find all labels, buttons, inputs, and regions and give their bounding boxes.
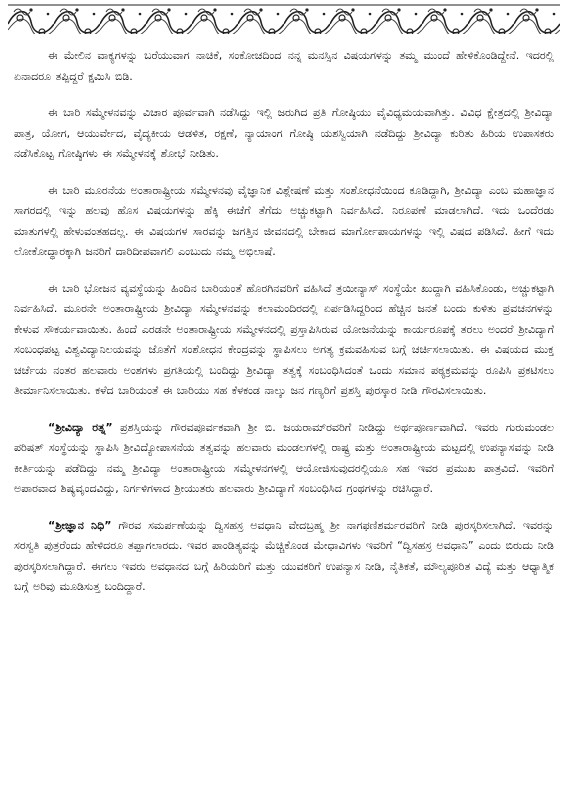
paragraph-research: ಈ ಬಾರಿ ಮೂರನೆಯ ಅಂತಾರಾಷ್ಟ್ರೀಯ ಸಮ್ಮೇಳನವು ವೈಜ್ಞಾನಿಕ ವಿಶ್ಲೇಷಣೆ ಮತ್ತು ಸಂಶೋಧನೆಯಿಂದ ಕೂಡಿದ್ದಾಗಿ, ಶ್ರೀವಿದ್ಯಾ ಎಂಬ ಮಹಾಜ್ಞಾನ ಸಾಗರದಲ್ಲಿ ಇನ್ನು ಹಲವು ಹೊಸ ವಿಷಯಗಳನ್ನು ಹೆಕ್ಕಿ ಈಚೆಗೆ ತೆಗೆದು ಅಚ್ಚುಕಟ್ಟಾಗಿ ನಿರ್ವಹಿಸಿದೆ. ನಿರೂಪಣೆ ಮಾಡಲಾಗಿದೆ. ಇದು ಒಂದೆರಡು ಮಾತುಗಳಲ್ಲಿ ಹೇಳುವಂತಹದಲ್ಲ. ಈ ವಿಷಯಗಳ ಸಾರವನ್ನು ಜಗತ್ತಿನ ಜೀವನದಲ್ಲಿ ಬೇಕಾದ ಮಾರ್ಗೋಪಾಯಗಳನ್ನು ಇಲ್ಲಿ ವಿಷದ ಪಡಿಸಿದೆ. ಹೀಗೆ ಇದು ಲೋಕೋದ್ಧಾರಕ್ಕಾಗಿ ಜನರಿಗೆ ದಾರಿದೀಪವಾಗಲಿ ಎಂಬುದು ನಮ್ಮ ಅಭಿಲಾಷೆ. bbox=[14, 183, 554, 258]
award-title-shrijnana-nidhi: “ಶ್ರೀಜ್ಞಾನ ನಿಧಿ” bbox=[48, 518, 112, 532]
document-body bbox=[14, 46, 554, 614]
paragraph-apology: ಈ ಮೇಲಿನ ವಾಕ್ಯಗಳನ್ನು ಬರೆಯುವಾಗ ನಾಚಿಕೆ, ಸಂಕೋಚದಿಂದ ನನ್ನ ಮನಸ್ಸಿನ ವಿಷಯಗಳನ್ನು ತಮ್ಮ ಮುಂದೆ ಹೇಳಿಕೊಂಡಿದ್ದೇನೆ. ಇದರಲ್ಲಿ ಏನಾದರೂ ತಪ್ಪಿದ್ದರೆ ಕ್ಷಮಿಸಿ ಬಿಡಿ. bbox=[14, 49, 554, 83]
paragraph-sessions: ಈ ಬಾರಿ ಸಮ್ಮೇಳನವನ್ನು ವಿಚಾರ ಪೂರ್ವವಾಗಿ ನಡೆಸಿದ್ದು ಇಲ್ಲಿ ಜರುಗಿದ ಪ್ರತಿ ಗೋಷ್ಠಿಯು ವೈವಿಧ್ಯಮಯವಾಗಿತ್ತು. ವಿವಿಧ ಕ್ಷೇತ್ರದಲ್ಲಿ ಶ್ರೀವಿದ್ಯಾ ಪಾತ್ರ, ಯೋಗ, ಆಯುರ್ವೇದ, ವೈದ್ಯಕೀಯ ಆಡಳಿತ, ರಕ್ಷಣೆ, ನ್ಯಾಯಾಂಗ ಗೋಷ್ಠಿ ಯಶಸ್ವಿಯಾಗಿ ನಡೆದಿದ್ದು ಶ್ರೀವಿದ್ಯಾ ಕುರಿತು ಹಿರಿಯ ಉಪಾಸಕರು ನಡೆಸಿಕೊಟ್ಟ ಗೋಷ್ಠಿಗಳು ಈ ಸಮ್ಮೇಳನಕ್ಕೆ ಶೋಭೆ ನೀಡಿತು. bbox=[14, 106, 554, 160]
paragraph-award-shrijnana-nidhi bbox=[14, 516, 554, 598]
award-title-srividya-ratna: “ಶ್ರೀವಿದ್ಯಾ ರತ್ನ” bbox=[48, 420, 113, 434]
award-text-shrijnana-nidhi: ಗೌರವ ಸಮರ್ಪಣೆಯನ್ನು ದ್ವಿಸಹಸ್ರ ಅವಧಾನಿ ವೇದಬ್ರಹ್ಮ ಶ್ರೀ ನಾಗಫಣಿಶರ್ಮರವರಿಗೆ ನೀಡಿ ಪುರಸ್ಕರಿಸಲಾಗಿದೆ. ಇವರನ್ನು ಸರಸ್ವತಿ ಪುತ್ರರೆಂದು ಹೇಳಿದರೂ ತಪ್ಪಾಗಲಾರದು. ಇವರ ಪಾಂಡಿತ್ಯವನ್ನು ಮೆಚ್ಚಿಕೊಂಡ ಮೇಧಾವಿಗಳು ಇವರಿಗೆ “ದ್ವಿಸಹಸ್ರ ಅವಧಾನಿ” ಎಂದು ಬಿರುದು ನೀಡಿ ಪುರಸ್ಕರಿಸಲಾಗಿದ್ದಾರೆ. ಈಗಲು ಇವರು ಅವಧಾನದ ಬಗ್ಗೆ ಹಿರಿಯರಿಗೆ ಮತ್ತು ಯುವಕರಿಗೆ ಉಪನ್ಯಾಸ ನೀಡಿ, ನೈತಿಕತೆ, ಮೌಲ್ಯಪೂರಿತ ವಿದ್ಯೆ ಮತ್ತು ಆಧ್ಯಾತ್ಮಿಕ ಬಗ್ಗೆ ಅರಿವು ಮೂಡಿಸುತ್ತ ಬಂದಿದ್ದಾರೆ. bbox=[14, 518, 554, 593]
ornamental-border bbox=[8, 4, 560, 44]
award-text-srividya-ratna: ಪ್ರಶಸ್ತಿಯನ್ನು ಗೌರವಪೂರ್ವಕವಾಗಿ ಶ್ರೀ ಬಿ. ಜಯರಾಮ್‌ರವರಿಗೆ ನೀಡಿದ್ದು ಅರ್ಥಪೂರ್ಣವಾಗಿದೆ. ಇವರು ಗುರುಮಂಡಲ ಪರಿಷತ್ ಸಂಸ್ಥೆಯನ್ನು ಸ್ಥಾಪಿಸಿ ಶ್ರೀವಿದ್ಯೋಪಾಸನೆಯ ತತ್ವವನ್ನು ಹಲವಾರು ಮಂಡಲಗಳಲ್ಲಿ ರಾಷ್ಟ್ರ ಮತ್ತು ಅಂತಾರಾಷ್ಟ್ರೀಯ ಮಟ್ಟದಲ್ಲಿ ಉಪನ್ಯಾಸವನ್ನು ನೀಡಿ ಕೀರ್ತಿಯನ್ನು ಪಡೆದಿದ್ದು ನಮ್ಮ ಶ್ರೀವಿದ್ಯಾ ಅಂತಾರಾಷ್ಟ್ರೀಯ ಸಮ್ಮೇಳನಗಳಲ್ಲಿ ಆಯೋಜಿಸುವುದರಲ್ಲಿಯೂ ಸಹ ಇವರ ಪ್ರಮುಖ ಪಾತ್ರವಿದೆ. ಇವರಿಗೆ ಅಪಾರವಾದ ಶಿಷ್ಯವೃಂದವಿದ್ದು, ನಿರ್ಗಳಿಗಳಾದ ಶ್ರೀಯುತರು ಹಲವಾರು ಶ್ರೀವಿದ್ಯಾಗೆ ಸಂಬಂಧಿಸಿದ ಗ್ರಂಥಗಳನ್ನು ರಚಿಸಿದ್ದಾರೆ. bbox=[14, 420, 554, 495]
paragraph-award-srividya-ratna bbox=[14, 418, 554, 500]
paragraph-arrangements: ಈ ಬಾರಿ ಭೋಜನ ವ್ಯವಸ್ಥೆಯನ್ನು ಹಿಂದಿನ ಬಾರಿಯಂತೆ ಹೊರಗಿನವರಿಗೆ ವಹಿಸಿದೆ ತ್ರಯೀನ್ಯಾಸ್ ಸಂಸ್ಥೆಯೇ ಖುದ್ದಾಗಿ ವಹಿಸಿಕೊಂಡು, ಅಚ್ಚುಕಟ್ಟಾಗಿ ನಿರ್ವಹಿಸಿದೆ. ಮೂರನೇ ಅಂತಾರಾಷ್ಟ್ರೀಯ ಶ್ರೀವಿದ್ಯಾ ಸಮ್ಮೇಳನವನ್ನು ಕಲಾಮಂದಿರದಲ್ಲಿ ಏರ್ಪಡಿಸಿದ್ದರಿಂದ ಹೆಚ್ಚಿನ ಜನತೆ ಬಂದು ಕುಳಿತು ಪ್ರವಚನಗಳನ್ನು ಕೇಳುವ ಸೌಕರ್ಯವಾಯಿತು. ಹಿಂದೆ ಎರಡನೇ ಅಂತಾರಾಷ್ಟ್ರೀಯ ಸಮ್ಮೇಳನದಲ್ಲಿ ಪ್ರಸ್ತಾಪಿಸಿರುವ ಯೋಜನೆಯನ್ನು ಕಾರ್ಯರೂಪಕ್ಕೆ ತರಲು ಅಂದರೆ ಶ್ರೀವಿದ್ಯಾಗೆ ಸಂಬಂಧಪಟ್ಟ ವಿಶ್ವವಿದ್ಯಾನಿಲಯವನ್ನು ಜೊತೆಗೆ ಸಂಶೋಧನ ಕೇಂದ್ರವನ್ನು ಸ್ಥಾಪಿಸಲು ಅಗತ್ಯ ಕ್ರಮವಹಿಸುವ ಬಗ್ಗೆ ಚರ್ಚಿಸಲಾಯಿತು. ಈ ವಿಷಯದ ಮುಕ್ತ ಚರ್ಚೆಯ ನಂತರ ಹಲವಾರು ಅಂಶಗಳು ಪ್ರಗತಿಯಲ್ಲಿ ಬಂದಿದ್ದು ಶ್ರೀವಿದ್ಯಾ ತತ್ವಕ್ಕೆ ಸಂಬಂಧಿಸಿದಂತೆ ಒಂದು ಸಮಾನ ಪಠ್ಯಕ್ರಮವನ್ನು ರೂಪಿಸಿ ಪ್ರಕಟಿಸಲು ತೀರ್ಮಾನಿಸಲಾಯಿತು. ಕಳೆದ ಬಾರಿಯಂತೆ ಈ ಬಾರಿಯು ಸಹ ಕೆಳಕಂಡ ನಾಲ್ಕು ಜನ ಗಣ್ಯರಿಗೆ ಪ್ರಶಸ್ತಿ ಪುರಸ್ಕಾರ ನೀಡಿ ಗೌರವಿಸಲಾಯಿತು. bbox=[14, 281, 554, 397]
